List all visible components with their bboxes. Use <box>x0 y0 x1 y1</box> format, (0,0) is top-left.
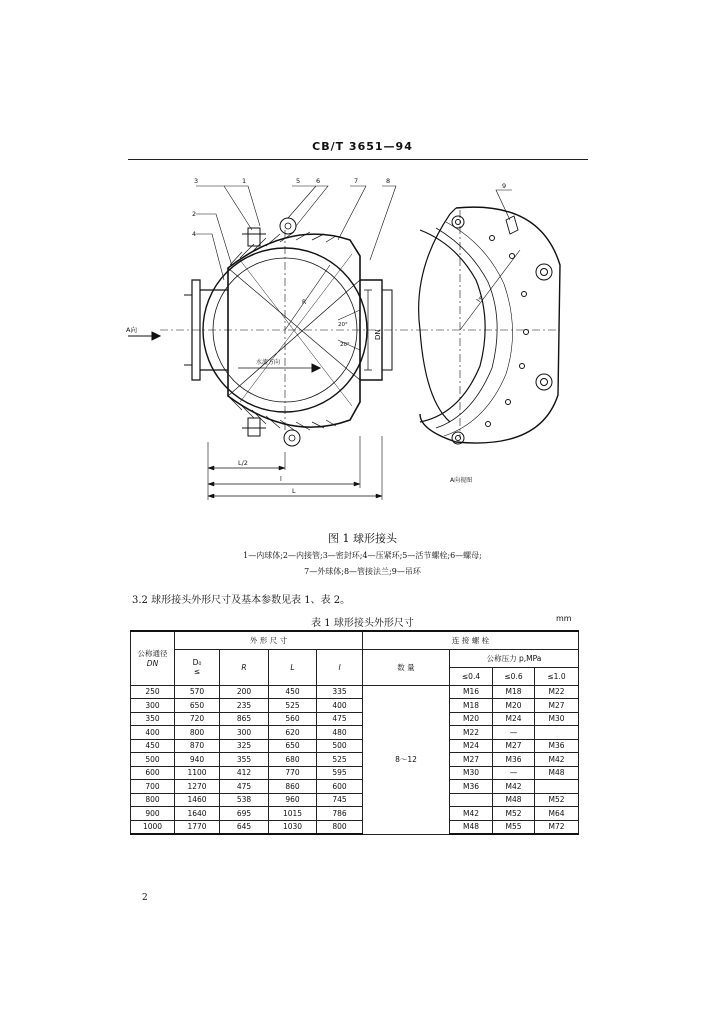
cell-bolt-0-6: M18 <box>493 685 535 699</box>
cell-L: 450 <box>269 685 317 699</box>
cell-r: 300 <box>220 726 269 740</box>
callout-4: 4 <box>192 230 197 238</box>
cell-bolt-0-6: M24 <box>493 712 535 726</box>
cell-dn: 900 <box>131 807 175 821</box>
callout-8: 8 <box>386 177 391 185</box>
cell-dn: 800 <box>131 793 175 807</box>
right-view-label: A向视图 <box>450 477 473 484</box>
cell-bolt-0-4: M36 <box>450 780 493 794</box>
callout-7: 7 <box>354 177 359 185</box>
cell-L: 860 <box>269 780 317 794</box>
col-nominal-diameter: 公称通径 DN <box>131 631 175 685</box>
table-row <box>131 780 579 794</box>
cell-bolt-0-6: M42 <box>493 780 535 794</box>
cell-L: 560 <box>269 712 317 726</box>
cell-d0: 1770 <box>175 820 220 834</box>
table-body <box>131 685 579 834</box>
table-row <box>131 753 579 767</box>
cell-l: 500 <box>317 739 363 753</box>
section-view <box>128 186 420 500</box>
flow-direction-label: 水流方向 <box>256 359 281 366</box>
cell-dn: 1000 <box>131 820 175 834</box>
cell-l: 786 <box>317 807 363 821</box>
cell-l: 525 <box>317 753 363 767</box>
cell-l: 800 <box>317 820 363 834</box>
cell-bolt-0-4: M27 <box>450 753 493 767</box>
cell-l: 400 <box>317 699 363 713</box>
cell-r: 355 <box>220 753 269 767</box>
cell-r: 235 <box>220 699 269 713</box>
cell-bolt-1-0: M30 <box>535 712 579 726</box>
col-pressure-0-6: ≤0.6 <box>493 667 535 685</box>
cell-d0: 570 <box>175 685 220 699</box>
cell-bolt-0-4: M48 <box>450 820 493 834</box>
figure-caption: 图 1 球形接头 <box>328 532 397 545</box>
group-outline-dims: 外 形 尺 寸 <box>175 631 363 649</box>
cell-l: 600 <box>317 780 363 794</box>
cell-bolt-1-0: M48 <box>535 766 579 780</box>
table-title: 表 1 球形接头外形尺寸 <box>311 618 414 629</box>
cell-bolt-0-6: M36 <box>493 753 535 767</box>
col-pressure-0-4: ≤0.4 <box>450 667 493 685</box>
a-direction-view <box>419 190 560 444</box>
col-nominal-pressure: 公称压力 p,MPa <box>450 649 579 667</box>
cell-r: 412 <box>220 766 269 780</box>
cell-bolt-1-0: M72 <box>535 820 579 834</box>
callout-9: 9 <box>502 182 507 190</box>
cell-l: 480 <box>317 726 363 740</box>
callout-1: 1 <box>242 177 247 185</box>
table-row <box>131 807 579 821</box>
table-row <box>131 726 579 740</box>
table-row <box>131 793 579 807</box>
callout-3: 3 <box>194 177 199 185</box>
callout-6: 6 <box>316 177 321 185</box>
cell-bolt-0-4: M22 <box>450 726 493 740</box>
cell-L: 960 <box>269 793 317 807</box>
cell-bolt-0-6: M27 <box>493 739 535 753</box>
col-pressure-1-0: ≤1.0 <box>535 667 579 685</box>
cell-bolt-0-4: M18 <box>450 699 493 713</box>
cell-bolt-0-4: M16 <box>450 685 493 699</box>
standard-code: CB/T 3651—94 <box>312 140 413 153</box>
cell-bolt-1-0: M36 <box>535 739 579 753</box>
dimension-table <box>130 630 579 835</box>
table-row <box>131 712 579 726</box>
cell-r: 475 <box>220 780 269 794</box>
cell-d0: 720 <box>175 712 220 726</box>
l-dimension-label: l <box>280 475 282 483</box>
cell-dn: 300 <box>131 699 175 713</box>
figure-legend-line-1: 1—内球体;2—内接管;3—密封环;4—压紧环;5—活节螺栓;6—螺母; <box>243 551 482 560</box>
cell-bolt-0-6: — <box>493 766 535 780</box>
figure-legend-line-2: 7—外球体;8—管接法兰;9—吊环 <box>304 567 421 576</box>
cell-l: 475 <box>317 712 363 726</box>
cell-bolt-1-0 <box>535 780 579 794</box>
cell-dn: 600 <box>131 766 175 780</box>
total-length-label: L <box>292 487 296 495</box>
col-d0: D₀ ≤ <box>175 649 220 685</box>
half-length-label: L/2 <box>238 459 248 467</box>
cell-bolt-0-4 <box>450 793 493 807</box>
cell-L: 680 <box>269 753 317 767</box>
cell-d0: 650 <box>175 699 220 713</box>
cell-L: 620 <box>269 726 317 740</box>
cell-d0: 1640 <box>175 807 220 821</box>
table-row <box>131 739 579 753</box>
cell-bolt-1-0: M22 <box>535 685 579 699</box>
cell-bolt-0-6: — <box>493 726 535 740</box>
cell-bolt-0-6: M20 <box>493 699 535 713</box>
angle-label-1: 20° <box>338 322 348 328</box>
cell-bolt-1-0: M52 <box>535 793 579 807</box>
cell-r: 538 <box>220 793 269 807</box>
cell-d0: 1270 <box>175 780 220 794</box>
callout-2: 2 <box>192 210 197 218</box>
table-unit: mm <box>556 614 572 623</box>
right-view-dimension: I= <box>475 293 485 304</box>
cell-L: 770 <box>269 766 317 780</box>
cell-l: 595 <box>317 766 363 780</box>
cell-bolt-0-4: M20 <box>450 712 493 726</box>
header-rule <box>128 159 588 160</box>
section-3-2-text: 3.2 球形接头外形尺寸及基本参数见表 1、表 2。 <box>132 595 351 606</box>
radius-label: R <box>302 299 307 306</box>
cell-L: 1030 <box>269 820 317 834</box>
cell-dn: 500 <box>131 753 175 767</box>
cell-d0: 870 <box>175 739 220 753</box>
page-number: 2 <box>142 893 148 903</box>
cell-r: 200 <box>220 685 269 699</box>
col-l: l <box>317 649 363 685</box>
dn-dimension-label: DN <box>374 329 382 340</box>
col-L: L <box>269 649 317 685</box>
cell-bolt-0-4: M42 <box>450 807 493 821</box>
cell-bolt-0-6: M48 <box>493 793 535 807</box>
ball-joint-drawing <box>120 170 600 520</box>
cell-L: 1015 <box>269 807 317 821</box>
a-direction-label: A向 <box>126 326 137 334</box>
cell-r: 695 <box>220 807 269 821</box>
angle-label-2: 20° <box>340 342 350 348</box>
cell-bolt-1-0: M42 <box>535 753 579 767</box>
cell-bolt-0-6: M52 <box>493 807 535 821</box>
cell-bolt-1-0 <box>535 726 579 740</box>
cell-L: 650 <box>269 739 317 753</box>
cell-l: 745 <box>317 793 363 807</box>
cell-dn: 450 <box>131 739 175 753</box>
col-quantity: 数 量 <box>363 649 450 685</box>
col-r: R <box>220 649 269 685</box>
cell-dn: 350 <box>131 712 175 726</box>
cell-dn: 250 <box>131 685 175 699</box>
table-row <box>131 820 579 834</box>
group-connecting-bolts: 连 接 螺 栓 <box>363 631 579 649</box>
callout-5: 5 <box>296 177 301 185</box>
cell-d0: 940 <box>175 753 220 767</box>
cell-r: 645 <box>220 820 269 834</box>
cell-d0: 1460 <box>175 793 220 807</box>
cell-r: 865 <box>220 712 269 726</box>
cell-l: 335 <box>317 685 363 699</box>
cell-quantity: 8～12 <box>363 685 450 834</box>
cell-bolt-0-4: M24 <box>450 739 493 753</box>
cell-r: 325 <box>220 739 269 753</box>
table-row <box>131 699 579 713</box>
cell-d0: 800 <box>175 726 220 740</box>
cell-dn: 400 <box>131 726 175 740</box>
cell-bolt-1-0: M64 <box>535 807 579 821</box>
cell-bolt-0-6: M55 <box>493 820 535 834</box>
table-row <box>131 685 579 699</box>
cell-L: 525 <box>269 699 317 713</box>
table-row <box>131 766 579 780</box>
cell-bolt-0-4: M30 <box>450 766 493 780</box>
cell-d0: 1100 <box>175 766 220 780</box>
cell-dn: 700 <box>131 780 175 794</box>
cell-bolt-1-0: M27 <box>535 699 579 713</box>
